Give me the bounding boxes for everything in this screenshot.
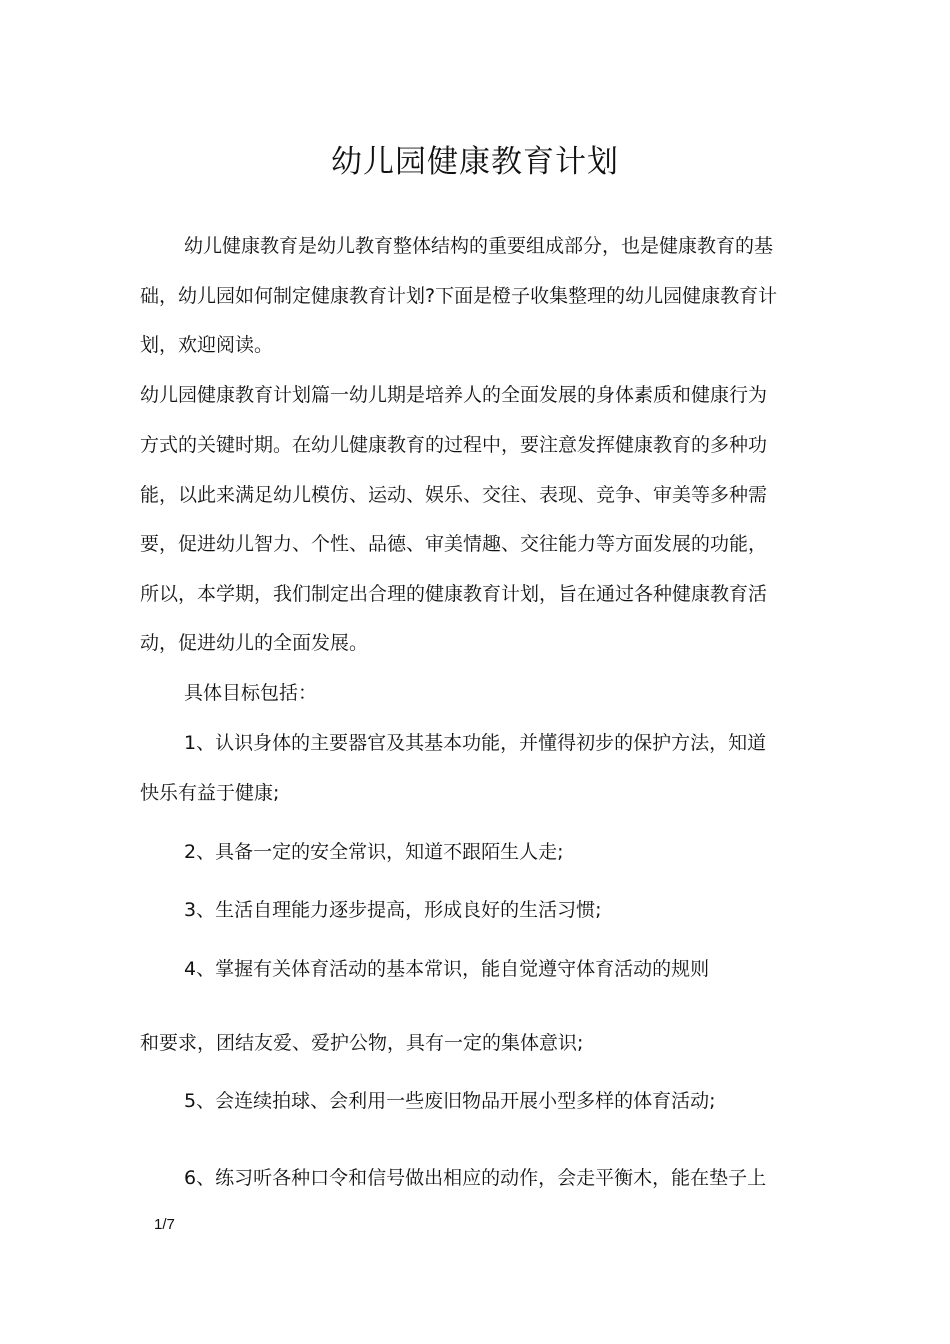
paragraph-line: 方式的关键时期。在幼儿健康教育的过程中，要注意发挥健康教育的多种功 <box>140 434 768 456</box>
page-number: 1/7 <box>154 1216 175 1233</box>
list-item-line: 快乐有益于健康; <box>140 782 280 804</box>
paragraph-line: 所以，本学期，我们制定出合理的健康教育计划，旨在通过各种健康教育活 <box>140 583 768 605</box>
paragraph-line: 要，促进幼儿智力、个性、品德、审美情趣、交往能力等方面发展的功能， <box>140 533 768 555</box>
list-item-line: 1、认识身体的主要器官及其基本功能，并懂得初步的保护方法，知道 <box>184 732 767 754</box>
paragraph-line: 划，欢迎阅读。 <box>140 334 274 356</box>
list-item-line: 5、会连续拍球、会利用一些废旧物品开展小型多样的体育活动; <box>184 1090 716 1112</box>
paragraph-line: 具体目标包括： <box>184 682 318 704</box>
paragraph-line: 幼儿健康教育是幼儿教育整体结构的重要组成部分，也是健康教育的基 <box>184 235 774 257</box>
paragraph-line: 动，促进幼儿的全面发展。 <box>140 632 369 654</box>
paragraph-line: 幼儿园健康教育计划篇一幼儿期是培养人的全面发展的身体素质和健康行为 <box>140 384 768 406</box>
paragraph-line: 础，幼儿园如何制定健康教育计划?下面是橙子收集整理的幼儿园健康教育计 <box>140 285 778 307</box>
list-item-line: 3、生活自理能力逐步提高，形成良好的生活习惯; <box>184 899 602 921</box>
list-item-line: 2、具备一定的安全常识，知道不跟陌生人走; <box>184 841 564 863</box>
list-item-line: 和要求，团结友爱、爱护公物，具有一定的集体意识; <box>140 1032 584 1054</box>
list-item-line: 4、掌握有关体育活动的基本常识，能自觉遵守体育活动的规则 <box>184 958 710 980</box>
paragraph-line: 能，以此来满足幼儿模仿、运动、娱乐、交往、表现、竞争、审美等多种需 <box>140 484 768 506</box>
list-item-line: 6、练习听各种口令和信号做出相应的动作，会走平衡木，能在垫子上 <box>184 1167 767 1189</box>
document-title: 幼儿园健康教育计划 <box>331 144 619 180</box>
